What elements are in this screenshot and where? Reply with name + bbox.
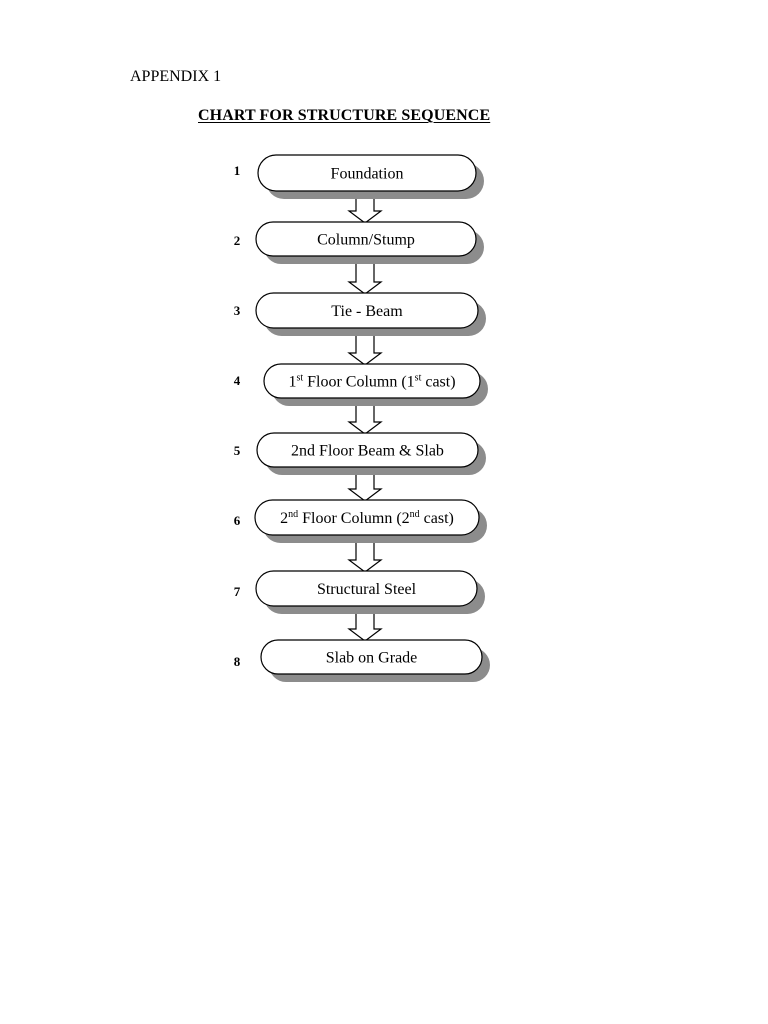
- step-label: 1st Floor Column (1st cast): [288, 372, 456, 391]
- step-label: Structural Steel: [316, 581, 417, 598]
- step-number: 2: [233, 233, 241, 248]
- step-number: 6: [233, 513, 241, 528]
- step-number: 8: [233, 654, 241, 669]
- step-node: [258, 155, 484, 199]
- step-node: [255, 500, 487, 543]
- step-node: [264, 364, 488, 406]
- step-label: Column/Stump: [317, 231, 415, 249]
- chart-title: CHART FOR STRUCTURE SEQUENCE: [198, 107, 491, 124]
- step-number: 4: [233, 373, 241, 388]
- step-label: Tie - Beam: [331, 303, 403, 320]
- appendix-label: APPENDIX 1: [130, 68, 222, 85]
- step-node: [256, 571, 485, 614]
- step-label: 2nd Floor Beam & Slab: [291, 442, 444, 460]
- step-label: Slab on Grade: [325, 649, 418, 667]
- step-label: 2nd Floor Column (2nd cast): [280, 509, 454, 527]
- step-number: 7: [233, 584, 241, 599]
- step-node: [261, 640, 490, 682]
- step-number: 3: [233, 303, 241, 318]
- numbers-layer: [234, 163, 241, 669]
- step-label: Foundation: [330, 165, 404, 183]
- step-node: [256, 293, 486, 336]
- step-node: [256, 222, 484, 264]
- step-node: [257, 433, 486, 475]
- step-number: 1: [233, 163, 241, 178]
- step-number: 5: [233, 443, 241, 458]
